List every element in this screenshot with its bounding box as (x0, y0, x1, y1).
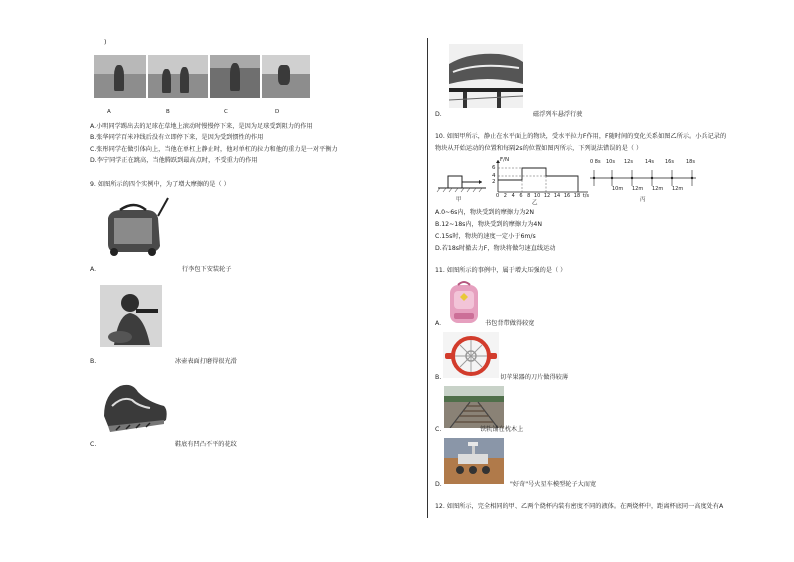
q8-d-maglev-image (449, 44, 523, 108)
q10-force-tick-4: 4 (492, 173, 496, 179)
q10-stem-line1: 10. 如图甲所示，静止在水平面上的物块，受水平拉力F作用，F随时间的变化关系如图乙所示。小兵记录的 (435, 133, 727, 140)
q10-bing-label: 丙 (640, 197, 646, 203)
q10-force-tick-2: 2 (492, 179, 496, 185)
q9-option-a-letter: A. (90, 266, 97, 273)
q10-bing-d2: 12m (652, 186, 664, 192)
q11-option-b-text: 切苹果器的刀片做得较薄 (500, 374, 569, 381)
q10-option-c: C.15s时，物块的速度一定小于6m/s (435, 233, 536, 240)
q9-option-b-text: 冰壶表面打磨得很光滑 (175, 358, 237, 365)
q8-option-d: D.李宁同学正在跳高，当他腾跃到最高点时，不受重力的作用 (90, 157, 258, 164)
column-divider (427, 38, 428, 518)
q11-option-c-text: 铁轨铺在枕木上 (480, 426, 524, 433)
q10-jia-label: 甲 (456, 197, 462, 203)
q8-label-c: C (224, 109, 228, 115)
q10-force-label: F/N (500, 157, 510, 163)
q9-luggage-image (100, 196, 170, 256)
q8-label-a: A (107, 109, 111, 115)
q10-bing-t5: 18s (686, 159, 695, 165)
q11-option-c-letter: C. (435, 426, 442, 433)
q11-stem: 11. 如图所示的事例中，属于增大压强的是（ ） (435, 267, 567, 274)
q9-stem: 9. 如图所示的四个实例中，为了增大摩擦的是（ ） (90, 181, 230, 188)
q10-option-d: D.若18s时撤去力F，物块将做匀速直线运动 (435, 245, 556, 252)
q9-shoe-image (98, 376, 170, 438)
q8-option-c: C.张彤同学在做引体向上，当他在单杠上静止时，他对单杠的拉力和他的重力是一对平衡力 (90, 146, 338, 153)
q11-option-a-text: 书包背带做得较宽 (485, 320, 535, 327)
q10-bing-d3: 12m (672, 186, 684, 192)
q8-d-text: 磁浮列车悬浮行驶 (533, 111, 583, 118)
q9-option-c-letter: C. (90, 441, 97, 448)
q8-label-d: D (275, 109, 280, 115)
q11-option-d-text: "好奇"号火星车模型轮子大而宽 (510, 481, 597, 488)
q11-option-d-letter: D. (435, 481, 442, 488)
q8-label-b: B (166, 109, 170, 115)
q8-photo-c (210, 55, 260, 98)
q9-option-a-text: 行李包下安装轮子 (182, 266, 232, 273)
q8-option-a: A.小明同学踢出去的足球在草地上滚动时慢慢停下来，是因为足球受到阻力的作用 (90, 123, 313, 130)
q10-bing-t4: 16s (665, 159, 674, 165)
q8-photo-b (148, 55, 208, 98)
q11-apple-slicer-image (443, 332, 499, 378)
q10-diagram-jia (438, 160, 486, 200)
q9-curling-image (100, 285, 162, 347)
q10-bing-d0: 10m (612, 186, 624, 192)
q10-bing-t0: 0 8s (590, 159, 601, 165)
q11-mars-rover-image (444, 438, 504, 484)
q11-option-a-letter: A. (435, 320, 442, 327)
q9-option-c-text: 鞋底有凹凸不平的花纹 (175, 441, 237, 448)
q10-bing-t3: 14s (645, 159, 654, 165)
q8-photo-a (94, 55, 146, 98)
q12-stem: 12. 如图所示，完全相同的甲、乙两个烧杯内装有密度不同的液体。在两烧杯中，距离杯底同一高度处有A (435, 503, 724, 510)
q10-option-a: A.0~6s内，物块受到的摩擦力为2N (435, 209, 534, 216)
q10-bing-t2: 12s (624, 159, 633, 165)
q8-option-b: B.张华同学百米冲线后没有立即停下来，是因为受到惯性的作用 (90, 134, 264, 141)
q11-option-b-letter: B. (435, 374, 442, 381)
q10-bing-t1: 10s (606, 159, 615, 165)
q10-stem-line2: 物块从开始运动的位置和每隔2s的位置如图丙所示，下列说法错误的是（ ） (435, 145, 643, 152)
q10-bing-d1: 12m (632, 186, 644, 192)
q8-paren: ) (104, 39, 107, 46)
q8-photo-d (262, 55, 310, 98)
q10-option-b: B.12~18s内，物块受到的摩擦力为4N (435, 221, 542, 228)
q8-d-letter: D. (435, 111, 442, 118)
q11-backpack-image (446, 279, 482, 325)
q9-option-b-letter: B. (90, 358, 97, 365)
q10-force-tick-6: 6 (492, 165, 496, 171)
q10-time-ticks: 0 2 4 6 8 10 12 14 16 18 t/s (496, 193, 589, 199)
q11-railway-image (444, 386, 504, 428)
q10-yi-label: 乙 (532, 200, 538, 206)
